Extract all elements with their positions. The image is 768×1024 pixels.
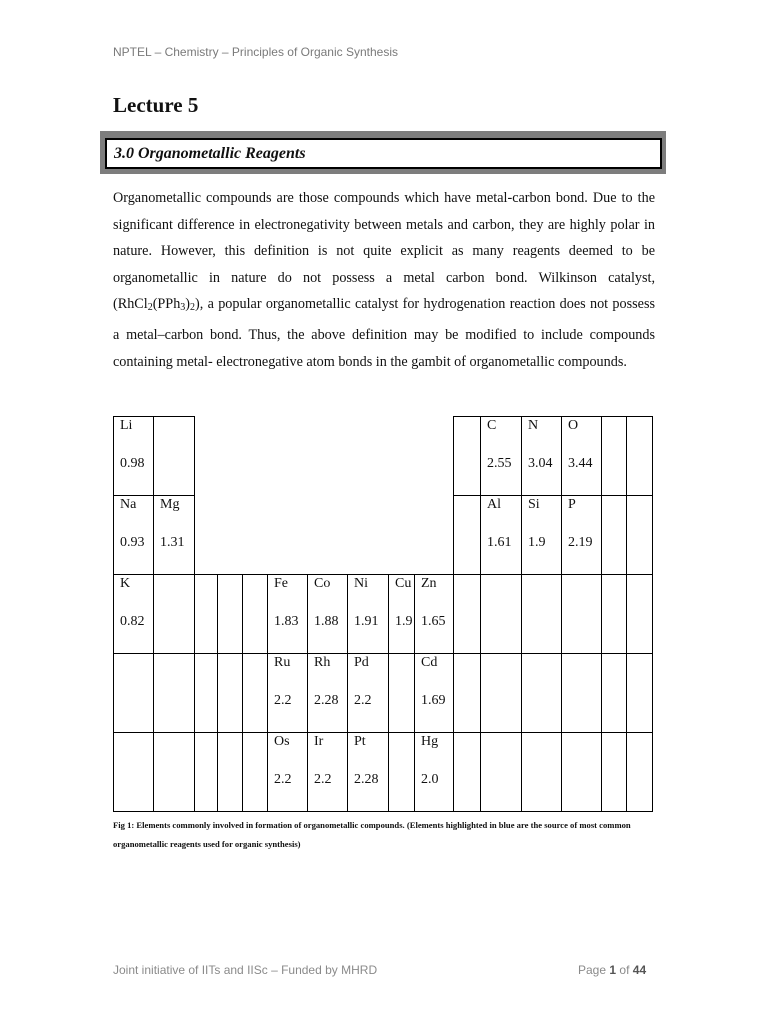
empty-cell bbox=[627, 733, 653, 812]
element-cell-mg bbox=[154, 496, 195, 575]
element-cell-ir bbox=[308, 733, 348, 812]
element-symbol: Co bbox=[314, 576, 331, 591]
empty-cell bbox=[195, 575, 218, 654]
electronegativity-value: 2.2 bbox=[314, 772, 332, 787]
electronegativity-value: 2.2 bbox=[274, 772, 292, 787]
subscript-2: 3 bbox=[180, 302, 186, 314]
empty-cell bbox=[454, 496, 481, 575]
element-symbol: Ni bbox=[354, 576, 368, 591]
element-cell-fe bbox=[268, 575, 308, 654]
electronegativity-value: 1.9 bbox=[528, 535, 546, 550]
empty-cell bbox=[562, 654, 602, 733]
electronegativity-value: 1.9 bbox=[395, 614, 413, 629]
empty-cell bbox=[218, 654, 243, 733]
electronegativity-value: 3.04 bbox=[528, 456, 553, 471]
element-cell-n bbox=[522, 417, 562, 496]
empty-cell bbox=[602, 496, 627, 575]
electronegativity-value: 2.2 bbox=[354, 693, 372, 708]
electronegativity-value: 0.93 bbox=[120, 535, 145, 550]
element-symbol: Ir bbox=[314, 734, 324, 749]
table-row bbox=[114, 654, 653, 733]
empty-cell bbox=[389, 654, 415, 733]
figure-caption: Fig 1: Elements commonly involved in formation of organometallic compounds. (Elements highlighted in blue are the source of most common organometallic reagents used for organic synthesis) bbox=[113, 820, 631, 849]
empty-cell bbox=[481, 575, 522, 654]
element-symbol: Os bbox=[274, 734, 290, 749]
element-symbol: Fe bbox=[274, 576, 288, 591]
empty-cell bbox=[562, 575, 602, 654]
element-cell-li bbox=[114, 417, 154, 496]
empty-cell bbox=[454, 654, 481, 733]
element-symbol: Si bbox=[528, 497, 540, 512]
section-title-box bbox=[100, 131, 666, 174]
empty-cell bbox=[602, 654, 627, 733]
element-symbol: Zn bbox=[421, 576, 437, 591]
element-cell-p bbox=[562, 496, 602, 575]
element-symbol: Cu bbox=[395, 576, 412, 591]
empty-cell bbox=[522, 575, 562, 654]
empty-cell bbox=[195, 654, 218, 733]
empty-cell bbox=[627, 575, 653, 654]
intro-paragraph bbox=[113, 185, 655, 375]
empty-cell bbox=[481, 733, 522, 812]
element-cell-cu bbox=[389, 575, 415, 654]
element-symbol: C bbox=[487, 418, 497, 433]
element-cell-hg bbox=[415, 733, 454, 812]
element-symbol: Pt bbox=[354, 734, 366, 749]
empty-cell bbox=[522, 654, 562, 733]
element-symbol: Cd bbox=[421, 655, 438, 670]
empty-cell bbox=[454, 575, 481, 654]
page-number bbox=[578, 963, 646, 977]
element-symbol: Al bbox=[487, 497, 501, 512]
electronegativity-value: 1.65 bbox=[421, 614, 446, 629]
element-cell-o bbox=[562, 417, 602, 496]
empty-cell bbox=[454, 417, 481, 496]
element-cell-ru bbox=[268, 654, 308, 733]
empty-cell bbox=[522, 733, 562, 812]
electronegativity-value: 1.83 bbox=[274, 614, 299, 629]
element-cell-pd bbox=[348, 654, 389, 733]
element-cell-na bbox=[114, 496, 154, 575]
electronegativity-value: 1.69 bbox=[421, 693, 446, 708]
empty-cell bbox=[218, 575, 243, 654]
empty-cell bbox=[454, 733, 481, 812]
empty-cell bbox=[627, 654, 653, 733]
empty-cell bbox=[627, 417, 653, 496]
empty-cell bbox=[243, 654, 268, 733]
empty-cell bbox=[562, 733, 602, 812]
element-cell-zn bbox=[415, 575, 454, 654]
element-symbol: Rh bbox=[314, 655, 331, 670]
element-symbol: Na bbox=[120, 497, 137, 512]
empty-cell bbox=[602, 417, 627, 496]
table-row bbox=[114, 417, 653, 496]
element-cell-cd bbox=[415, 654, 454, 733]
electronegativity-value: 2.0 bbox=[421, 772, 439, 787]
element-cell-os bbox=[268, 733, 308, 812]
empty-cell bbox=[154, 733, 195, 812]
element-symbol: P bbox=[568, 497, 576, 512]
element-cell-rh bbox=[308, 654, 348, 733]
paragraph-text-1: Organometallic compounds are those compounds which have metal-carbon bond. Due to the significant difference in electronegativity between metals and carbon, they are highly polar in nature. However, this definition is not quite explicit as many reagents deemed to be organometallic in nature do not possess a metal carbon bond. Wilkinson catalyst, (RhCl bbox=[113, 190, 655, 313]
page-label: Page bbox=[578, 963, 607, 977]
element-cell-k bbox=[114, 575, 154, 654]
page-header: NPTEL – Chemistry – Principles of Organic Synthesis bbox=[113, 45, 398, 59]
electronegativity-value: 2.55 bbox=[487, 456, 512, 471]
empty-cell bbox=[154, 575, 195, 654]
empty-cell bbox=[389, 733, 415, 812]
empty-cell bbox=[602, 733, 627, 812]
subscript-1: 2 bbox=[147, 302, 153, 314]
periodic-table bbox=[113, 416, 653, 812]
footer-credit: Joint initiative of IITs and IISc – Funded by MHRD bbox=[113, 963, 378, 977]
element-symbol: Li bbox=[120, 418, 133, 433]
empty-cell bbox=[218, 733, 243, 812]
empty-cell bbox=[154, 417, 195, 496]
electronegativity-value: 1.31 bbox=[160, 535, 185, 550]
table-gap bbox=[195, 417, 454, 496]
table-gap bbox=[195, 496, 454, 575]
electronegativity-value: 0.98 bbox=[120, 456, 145, 471]
electronegativity-value: 3.44 bbox=[568, 456, 593, 471]
element-symbol: Ru bbox=[274, 655, 291, 670]
electronegativity-value: 2.19 bbox=[568, 535, 593, 550]
electronegativity-value: 2.28 bbox=[354, 772, 379, 787]
element-cell-pt bbox=[348, 733, 389, 812]
element-symbol: Hg bbox=[421, 734, 439, 749]
empty-cell bbox=[114, 654, 154, 733]
element-symbol: K bbox=[120, 576, 131, 591]
paragraph-text-3: ) bbox=[185, 296, 191, 313]
page-total: 44 bbox=[632, 963, 647, 977]
subscript-3: 2 bbox=[190, 302, 196, 314]
electronegativity-value: 0.82 bbox=[120, 614, 145, 629]
element-symbol: Pd bbox=[354, 655, 369, 670]
empty-cell bbox=[481, 654, 522, 733]
element-cell-c bbox=[481, 417, 522, 496]
electronegativity-value: 2.2 bbox=[274, 693, 292, 708]
element-cell-si bbox=[522, 496, 562, 575]
empty-cell bbox=[243, 575, 268, 654]
empty-cell bbox=[602, 575, 627, 654]
table-row bbox=[114, 496, 653, 575]
element-symbol: O bbox=[568, 418, 579, 433]
empty-cell bbox=[627, 496, 653, 575]
electronegativity-value: 1.88 bbox=[314, 614, 339, 629]
paragraph-text-2: (PPh bbox=[152, 296, 181, 313]
element-symbol: Mg bbox=[160, 497, 180, 512]
lecture-title: Lecture 5 bbox=[113, 93, 199, 117]
element-cell-co bbox=[308, 575, 348, 654]
element-symbol: N bbox=[528, 418, 539, 433]
element-cell-al bbox=[481, 496, 522, 575]
page-current: 1 bbox=[609, 963, 617, 977]
electronegativity-value: 1.61 bbox=[487, 535, 512, 550]
element-cell-ni bbox=[348, 575, 389, 654]
empty-cell bbox=[243, 733, 268, 812]
section-title: 3.0 Organometallic Reagents bbox=[105, 138, 662, 169]
electronegativity-value: 1.91 bbox=[354, 614, 379, 629]
table-row bbox=[114, 575, 653, 654]
paragraph-text-4: ), a popular organometallic catalyst for hydrogenation reaction does not possess a metal–carbon bond. Thus, the above definition may be modified to include compounds containing metal- electronegative atom bonds in the gambit of organometallic compounds. bbox=[113, 296, 655, 370]
page-of: of bbox=[619, 963, 630, 977]
electronegativity-value: 2.28 bbox=[314, 693, 339, 708]
empty-cell bbox=[114, 733, 154, 812]
empty-cell bbox=[195, 733, 218, 812]
empty-cell bbox=[154, 654, 195, 733]
table-row bbox=[114, 733, 653, 812]
